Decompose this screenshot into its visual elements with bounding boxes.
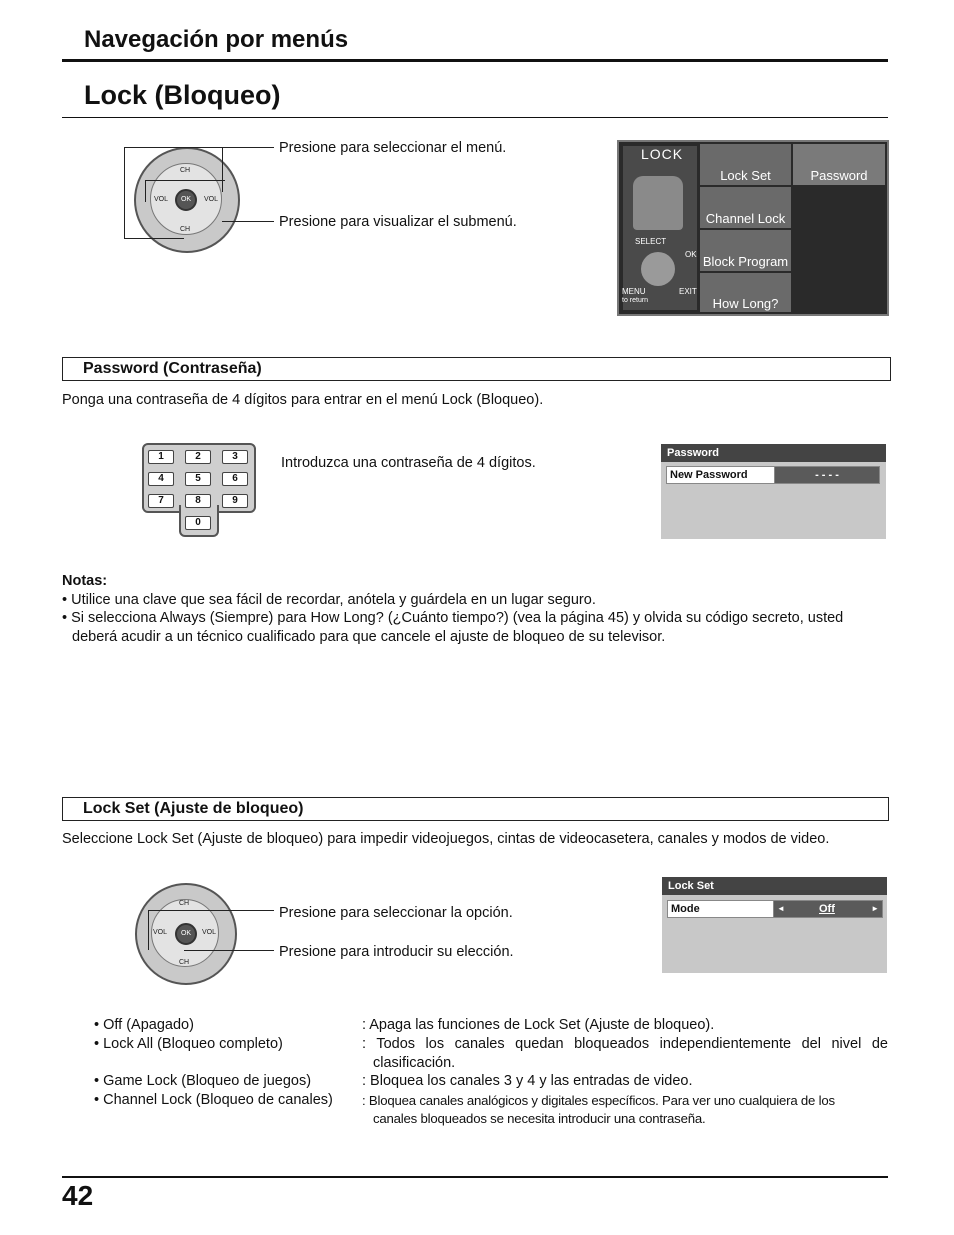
new-password-field[interactable]: - - - - — [774, 466, 880, 484]
lockset-description: Seleccione Lock Set (Ajuste de bloqueo) para impedir videojuegos, cintas de videocasetera, canales y modos de video. — [62, 831, 830, 847]
password-screen-title: Password — [661, 444, 886, 462]
lock-menu-osd — [617, 140, 889, 316]
lockset-screen-title: Lock Set — [662, 877, 887, 895]
key-8[interactable]: 8 — [185, 494, 211, 508]
key-5[interactable]: 5 — [185, 472, 211, 486]
osd-title: LOCK — [641, 146, 684, 162]
ch-down-label: CH — [179, 959, 190, 966]
osd-exit-label: EXIT — [679, 287, 697, 296]
right-arrow-icon[interactable]: ► — [871, 904, 879, 913]
osd-return-label: to return — [622, 297, 649, 304]
osd-select-label: SELECT — [635, 237, 667, 246]
key-4[interactable]: 4 — [148, 472, 174, 486]
note-item: • Si selecciona Always (Siempre) para How Long? (¿Cuánto tiempo?) (vea la página 45) y olvida su código secreto, usted — [62, 610, 844, 626]
mode-selector[interactable] — [773, 900, 883, 918]
callout-select-menu: Presione para seleccionar el menú. — [279, 140, 507, 156]
osd-item-password[interactable]: Password — [793, 144, 885, 185]
option-name: • Channel Lock (Bloqueo de canales) — [94, 1092, 333, 1108]
password-instruction: Introduzca una contraseña de 4 dígitos. — [281, 455, 536, 471]
callout-enter-choice: Presione para introducir su elección. — [279, 944, 514, 960]
lockset-screen — [662, 877, 887, 973]
osd-ok-label: OK — [685, 250, 697, 259]
callout-show-submenu: Presione para visualizar el submenú. — [279, 214, 517, 230]
mode-value: Off — [819, 903, 835, 915]
vol-left-label: VOL — [153, 929, 168, 936]
new-password-label: New Password — [666, 466, 777, 484]
page-number: 42 — [62, 1180, 94, 1211]
password-section-header — [62, 357, 891, 381]
password-heading: Password (Contraseña) — [83, 360, 262, 377]
lockset-section-header — [62, 797, 889, 821]
password-screen — [661, 444, 886, 539]
key-0[interactable]: 0 — [185, 516, 211, 530]
osd-item-how-long[interactable]: How Long? — [700, 273, 791, 312]
key-3[interactable]: 3 — [222, 450, 248, 464]
osd-item-lock-set[interactable]: Lock Set — [700, 144, 791, 185]
key-6[interactable]: 6 — [222, 472, 248, 486]
key-7[interactable]: 7 — [148, 494, 174, 508]
ch-up-label: CH — [179, 900, 190, 907]
password-description: Ponga una contraseña de 4 dígitos para entrar en el menú Lock (Bloqueo). — [62, 392, 544, 408]
vol-left-label: VOL — [154, 196, 169, 203]
key-9[interactable]: 9 — [222, 494, 248, 508]
note-item: • Utilice una clave que sea fácil de recordar, anótela y guárdela en un lugar seguro. — [62, 592, 596, 608]
option-desc: : Apaga las funciones de Lock Set (Ajuste de bloqueo). — [362, 1017, 715, 1033]
header-rule — [62, 59, 888, 62]
notes-heading: Notas: — [62, 573, 108, 589]
key-1[interactable]: 1 — [148, 450, 174, 464]
option-name: • Lock All (Bloqueo completo) — [94, 1036, 283, 1052]
ch-up-label: CH — [180, 167, 191, 174]
padlock-icon — [633, 176, 683, 230]
mode-label: Mode — [667, 900, 775, 918]
ok-button[interactable]: OK — [175, 923, 197, 945]
ok-button[interactable]: OK — [175, 189, 197, 211]
key-2[interactable]: 2 — [185, 450, 211, 464]
osd-menu-label: MENU — [622, 287, 646, 296]
osd-item-block-program[interactable]: Block Program — [700, 230, 791, 271]
vol-right-label: VOL — [204, 196, 219, 203]
osd-dial-icon — [641, 252, 675, 286]
page-title: Lock (Bloqueo) — [84, 80, 281, 110]
option-name: • Game Lock (Bloqueo de juegos) — [94, 1073, 312, 1089]
section-title: Navegación por menús — [84, 26, 349, 53]
title-rule — [62, 117, 888, 118]
option-desc-continued: clasificación. — [373, 1055, 456, 1071]
note-item-continued: deberá acudir a un técnico cualificado para que cancele el ajuste de bloqueo de su televisor. — [72, 629, 666, 645]
callout-select-option: Presione para seleccionar la opción. — [279, 905, 513, 921]
left-arrow-icon[interactable]: ◄ — [777, 904, 785, 913]
vol-right-label: VOL — [202, 929, 217, 936]
lockset-heading: Lock Set (Ajuste de bloqueo) — [83, 800, 304, 817]
footer-rule — [62, 1176, 888, 1178]
option-desc: : Bloquea los canales 3 y 4 y las entradas de video. — [362, 1073, 693, 1089]
ch-down-label: CH — [180, 226, 191, 233]
option-desc-continued: canales bloqueados se necesita introducir una contraseña. — [373, 1111, 706, 1126]
option-name: • Off (Apagado) — [94, 1017, 194, 1033]
option-desc: : Todos los canales quedan bloqueados independientemente del nivel de — [362, 1036, 888, 1052]
option-desc: : Bloquea canales analógicos y digitales específicos. Para ver uno cualquiera de los — [362, 1093, 835, 1108]
osd-item-channel-lock[interactable]: Channel Lock — [700, 187, 791, 228]
